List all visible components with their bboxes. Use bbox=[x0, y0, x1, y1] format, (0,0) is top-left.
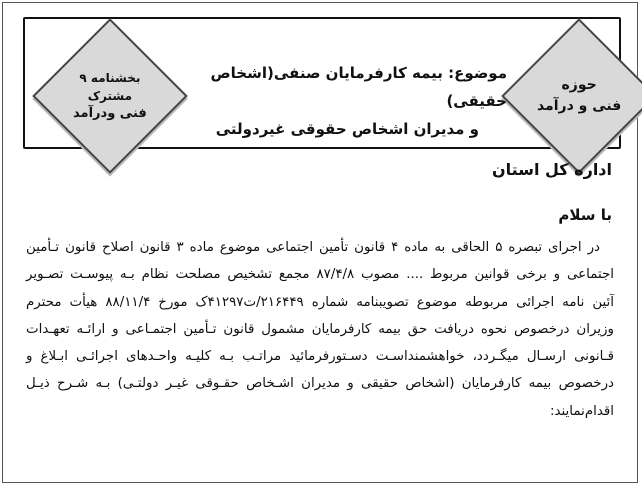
header-box bbox=[23, 17, 621, 149]
body-line: درخصوص بیمه کارفرمایان (اشخاص حقیقی و مدیران اشـخاص حقـوقی غیـر دولتـی) بـه شـرح ذیـل bbox=[26, 376, 614, 392]
body-line: اقدام‌نمایند: bbox=[549, 403, 614, 419]
body-line: قـانونی ارسـال میگـردد، خواهشمنداسـت دسـتورفرمائید مراتـب بـه کلیـه واحـدهای اجرائـی ابـلاغ و bbox=[26, 349, 614, 365]
circular-number-line-1: بخشنامه ۹ bbox=[79, 71, 141, 85]
subject-line-1: موضوع: بیمه کارفرمایان صنفی(اشخاص حقیقی) bbox=[210, 64, 507, 110]
circular-number-line-3: فنی ودرآمد bbox=[73, 106, 147, 121]
circular-number-line-2: مشترک bbox=[87, 89, 133, 103]
addressee: اداره کل استان bbox=[492, 160, 612, 179]
circular-number-text bbox=[73, 69, 147, 123]
department-line-2: فنی و درآمد bbox=[536, 97, 622, 114]
body-line: در اجرای تبصره ۵ الحاقی به ماده ۴ قانون تأمین اجتماعی موضوع ماده ۳ قانون اصلاح قانون تـأمین bbox=[26, 240, 600, 255]
body-line: وزیران درخصوص نحوه دریافت حق بیمه کارفرمایان مشمول قانون تـأمین اجتمـاعی و ارائـه تعهـدات bbox=[26, 321, 614, 337]
subject-heading bbox=[195, 59, 507, 143]
department-text bbox=[537, 75, 621, 117]
subject-line-2: و مدیران اشخاص حقوقی غیردولتی bbox=[215, 120, 479, 138]
department-line-1: حوزه bbox=[561, 76, 597, 93]
letter-body bbox=[26, 234, 614, 425]
body-line: آئین نامه اجرائی مربوطه موضوع تصویبنامه شماره ۲۱۶۴۴۹/ت۴۱۲۹۷ک مورخ ۸۸/۱۱/۴ هیأت محترم bbox=[26, 294, 615, 310]
salutation: با سلام bbox=[558, 206, 612, 224]
body-line: اجتماعی و برخی قوانین مربوط .... مصوب ۸۷/۴/۸ مجمع تشخیص مصلحت نظام بـه پیوسـت تصـویر bbox=[26, 267, 614, 283]
